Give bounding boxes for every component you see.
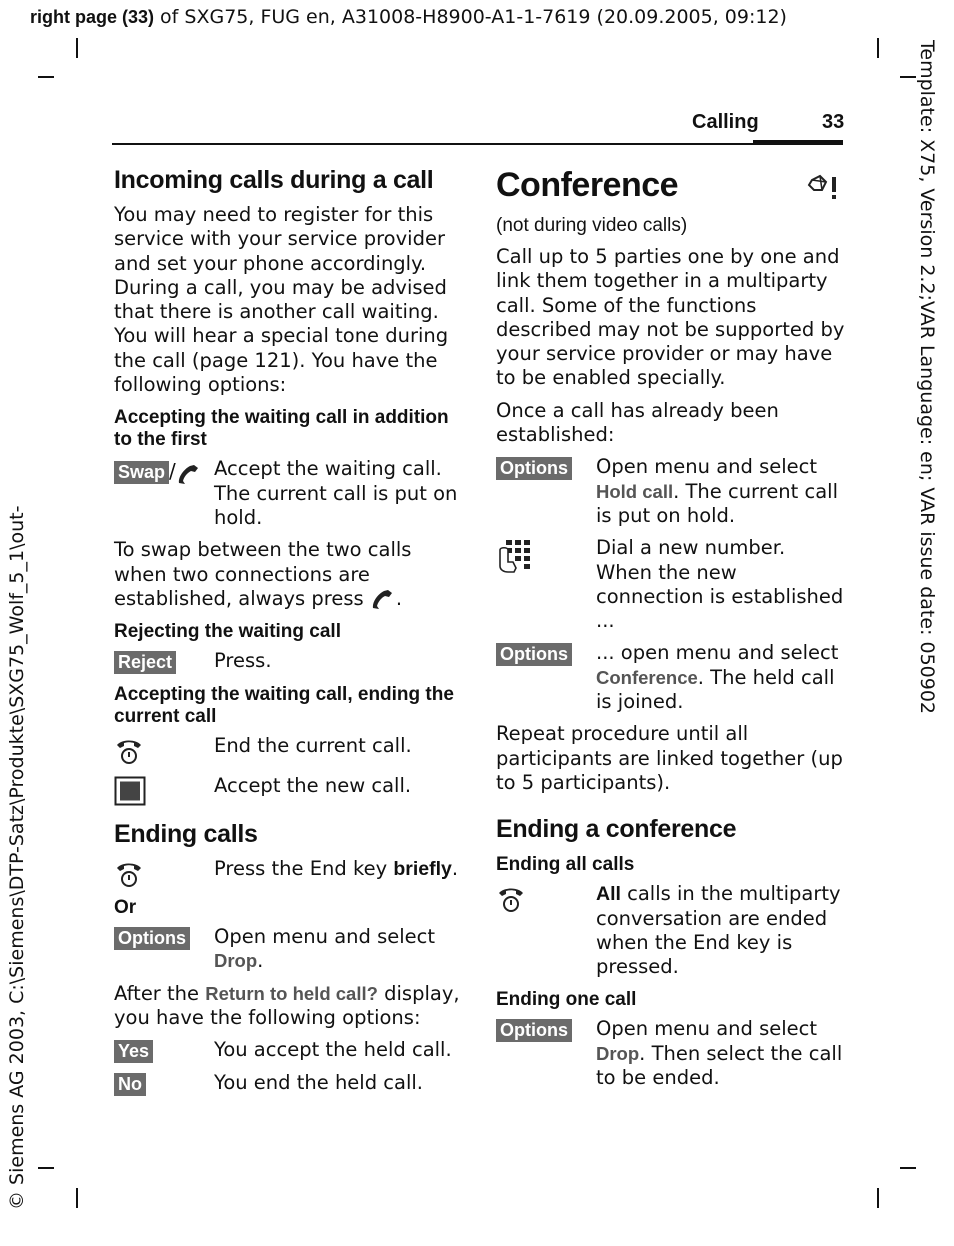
crop-mark (38, 76, 54, 78)
subheading-ending-all: Ending all calls (496, 854, 635, 876)
menu-item-hold-call: Hold call (596, 480, 674, 502)
call-key-icon (370, 588, 396, 610)
conference-note: (not during video calls) (496, 215, 688, 236)
key-cell (496, 455, 596, 480)
no-desc: You end the held call. (214, 1071, 423, 1095)
conference-step-desc (596, 641, 846, 714)
end-key-icon (496, 884, 526, 914)
step-end-all (496, 882, 846, 979)
subheading-accept-add: Accepting the waiting call in addition to the first (114, 407, 449, 451)
key-cell (114, 857, 214, 889)
right-column (496, 166, 846, 1098)
crop-mark (900, 1167, 916, 1169)
center-key-icon (114, 776, 146, 806)
options-softkey: Options (496, 1019, 572, 1042)
key-cell (114, 925, 214, 950)
header-rule-accent (753, 140, 843, 144)
crop-mark (76, 1188, 78, 1208)
step-accept-new (114, 774, 464, 806)
page-number: 33 (822, 111, 845, 133)
repeat-text: Repeat procedure until all participants are linked together (up to 5 participants). (496, 722, 843, 794)
step-yes (114, 1038, 464, 1063)
conference-intro: Call up to 5 parties one by one and link them together in a multiparty call. Some of the functions described may not be supported by your service provider or may have to be enabled specially. (496, 245, 845, 390)
after-pre: After the (114, 981, 206, 1005)
key-cell (114, 1038, 214, 1063)
conf-step-post: . The held call is joined. (596, 665, 835, 714)
hold-pre: Open menu and select (596, 455, 818, 479)
hold-desc (596, 455, 846, 528)
copyright-path: © Siemens AG 2003, C:\Siemens\DTP-Satz\Produkte\SXG75_Wolf_5_1\out- (6, 505, 28, 1210)
section-heading-ending: Ending calls (114, 820, 258, 849)
step-options-drop (114, 925, 464, 974)
crop-mark (38, 1167, 54, 1169)
menu-item-conference: Conference (596, 666, 698, 688)
subheading-accept-end: Accepting the waiting call, ending the current call (114, 684, 454, 728)
key-cell (496, 536, 596, 574)
key-cell (496, 882, 596, 914)
step-end-one (496, 1017, 846, 1090)
key-cell (114, 649, 214, 674)
incoming-intro: You may need to register for this service with your service provider and set your phone accordingly. During a call, you may be advised that there is another call waiting. You will hear a special tone during the call (page 121). You have the following options: (114, 203, 449, 397)
step-swap (114, 457, 464, 530)
reject-desc: Press. (214, 649, 272, 673)
step-no (114, 1071, 464, 1096)
options-softkey: Options (114, 927, 190, 950)
crop-mark (900, 76, 916, 78)
step-conference (496, 641, 846, 714)
slug-rest: of SXG75, FUG en, A31008-H8900-A1-1-7619 (20.09.2005, 09:12) (154, 6, 787, 28)
end-one-desc (596, 1017, 846, 1090)
key-cell (114, 774, 214, 806)
crop-mark (877, 38, 879, 58)
slug-line (30, 6, 787, 28)
step-dial (496, 536, 846, 633)
menu-item-drop: Drop (214, 950, 258, 972)
header-rule (112, 143, 843, 145)
options-drop-post: . (257, 949, 264, 973)
conference-network-icon (806, 174, 840, 202)
subheading-reject: Rejecting the waiting call (114, 621, 341, 643)
options-softkey: Options (496, 457, 572, 480)
section-heading-ending-conference: Ending a conference (496, 815, 737, 844)
subheading-ending-one: Ending one call (496, 989, 637, 1011)
dial-desc: Dial a new number. When the new connection is established ... (596, 536, 844, 633)
end-all-rest: calls in the multiparty conversation are ended when the End key is pressed. (596, 882, 841, 979)
yes-softkey: Yes (114, 1040, 153, 1063)
end-brief-desc (214, 857, 464, 881)
end-all-desc (596, 882, 846, 979)
swap-text-end: . (395, 586, 403, 610)
step-end-brief (114, 857, 464, 889)
menu-item-drop: Drop (596, 1042, 640, 1064)
step-reject (114, 649, 464, 674)
end-key-icon (114, 859, 144, 889)
key-cell (114, 1071, 214, 1096)
swap-softkey: Swap (114, 461, 169, 484)
accept-new-desc: Accept the new call. (214, 774, 412, 798)
keypad-icon (496, 538, 534, 574)
section-heading-conference (496, 166, 846, 205)
conference-title: Conference (496, 166, 679, 204)
no-softkey: No (114, 1073, 146, 1096)
crop-mark (76, 38, 78, 58)
key-cell (496, 1017, 596, 1042)
end-all-bold: All (596, 883, 621, 906)
after-text (114, 982, 464, 1031)
options-softkey: Options (496, 643, 572, 666)
end-one-pre: Open menu and select (596, 1017, 818, 1041)
swap-text-main: To swap between the two calls when two connections are established, always press (114, 538, 412, 610)
conf-step-pre: ... open menu and select (596, 641, 839, 665)
reject-softkey: Reject (114, 651, 176, 674)
end-current-desc: End the current call. (214, 734, 412, 758)
slug-bold: right page (33) (30, 7, 155, 27)
swap-text (114, 538, 464, 611)
end-brief-bold: briefly (393, 858, 452, 881)
swap-desc: Accept the waiting call. The current call is put on hold. (214, 457, 458, 529)
or-label: Or (114, 897, 137, 919)
key-cell (496, 641, 596, 666)
step-hold (496, 455, 846, 528)
options-drop-pre: Open menu and select (214, 925, 436, 949)
hold-post: . The current call is put on hold. (596, 479, 839, 527)
options-drop-desc (214, 925, 464, 974)
yes-desc: You accept the held call. (214, 1038, 452, 1062)
running-header-title: Calling (692, 111, 759, 133)
call-key-icon (176, 463, 202, 485)
step-end-current (114, 734, 464, 766)
end-brief-pre: Press the End key (214, 857, 394, 881)
menu-item-return: Return to held call? (205, 982, 378, 1004)
crop-mark (877, 1188, 879, 1208)
after-post: display, you have the following options: (114, 981, 460, 1030)
key-cell (114, 734, 214, 766)
end-brief-post: . (451, 857, 459, 881)
end-one-post: . Then select the call to be ended. (596, 1041, 843, 1090)
conference-once: Once a call has already been established: (496, 398, 779, 447)
key-cell: Swap / (114, 457, 214, 485)
left-column (114, 166, 464, 1104)
end-key-icon (114, 736, 144, 766)
template-info: Template: X75, Version 2.2;VAR Language: en; VAR issue date: 050902 (916, 40, 938, 715)
section-heading-incoming: Incoming calls during a call (114, 166, 434, 194)
